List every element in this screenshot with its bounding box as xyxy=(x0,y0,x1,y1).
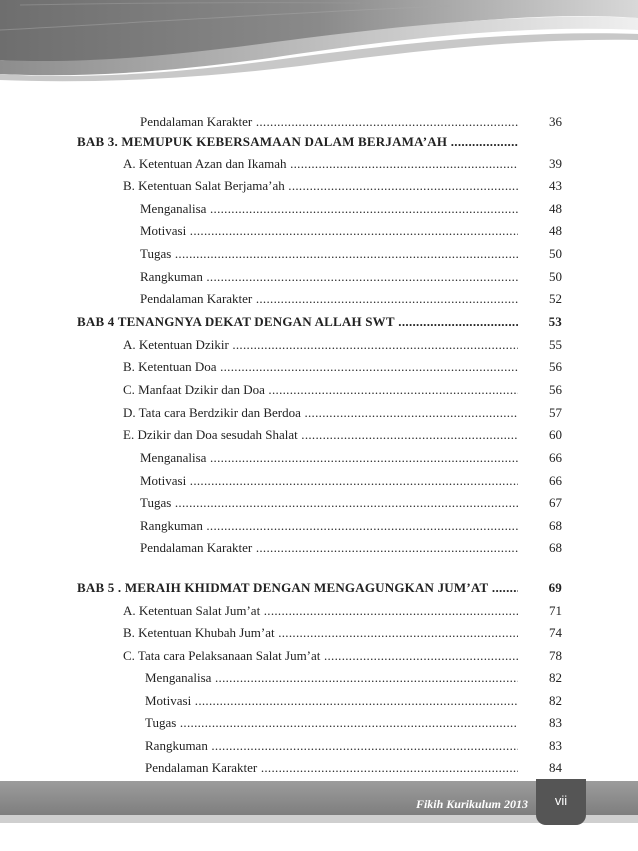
toc-entry-title: Menganalisa ..... xyxy=(140,200,518,218)
toc-entry-title: Rangkuman ..... xyxy=(140,517,518,535)
toc-entry-row xyxy=(0,177,638,195)
toc-chapter-row xyxy=(0,579,638,597)
toc-page-number: 60 xyxy=(549,427,562,442)
toc-page-number: 50 xyxy=(549,269,562,284)
book-title: Fikih Kurikulum 2013 xyxy=(415,797,528,811)
toc-entry-row xyxy=(0,737,638,755)
toc-page-number: 68 xyxy=(549,540,562,555)
toc-entry-title: Pendalaman Karakter ..... xyxy=(140,539,518,557)
toc-entry-row xyxy=(0,245,638,263)
toc-page-number: 68 xyxy=(549,518,562,533)
toc-page-number: 82 xyxy=(549,693,562,708)
toc-entry-row xyxy=(0,113,638,131)
toc-entry-row xyxy=(0,155,638,173)
toc-entry-row xyxy=(0,692,638,710)
toc-entry-title: Tugas ..... xyxy=(145,714,518,732)
toc-entry-row xyxy=(0,714,638,732)
toc-entry-title: Pendalaman Karakter ..... xyxy=(145,759,518,777)
toc-entry-title: Motivasi ..... xyxy=(140,222,518,240)
toc-entry-title: B. Ketentuan Doa ..... xyxy=(123,358,518,376)
toc-page-number: 50 xyxy=(549,246,562,261)
toc-entry-title: Rangkuman ..... xyxy=(145,737,518,755)
toc-entry-title: B. Ketentuan Khubah Jum’at ..... xyxy=(123,624,518,642)
page-number-badge xyxy=(536,779,586,825)
toc-entry-title: A. Ketentuan Azan dan Ikamah ..... xyxy=(123,155,518,173)
toc-page-number: 67 xyxy=(549,495,562,510)
toc-entry-title: B. Ketentuan Salat Berjama’ah ..... xyxy=(123,177,518,195)
toc-page-number: 43 xyxy=(549,178,562,193)
toc-entry-row xyxy=(0,759,638,777)
toc-entry-title: Motivasi ..... xyxy=(145,692,518,710)
toc-entry-title: D. Tata cara Berdzikir dan Berdoa ..... xyxy=(123,404,518,422)
toc-entry-title: A. Ketentuan Dzikir ..... xyxy=(123,336,518,354)
toc-page-number: 66 xyxy=(549,450,562,465)
toc-page-number: 84 xyxy=(549,760,562,775)
toc-page-number: 69 xyxy=(548,580,562,595)
toc-entry-title: Tugas ..... xyxy=(140,494,518,512)
toc-entry-row xyxy=(0,449,638,467)
toc-chapter-row xyxy=(0,133,638,151)
toc-entry-row xyxy=(0,222,638,240)
toc-entry-title: Tugas ..... xyxy=(140,245,518,263)
toc-entry-row xyxy=(0,669,638,687)
toc-page-number: 83 xyxy=(549,738,562,753)
toc-entry-title: C. Tata cara Pelaksanaan Salat Jum’at ..... xyxy=(123,647,518,665)
toc-page-number: 53 xyxy=(548,314,562,329)
toc-page-number: 57 xyxy=(549,405,562,420)
toc-entry-title: C. Manfaat Dzikir dan Doa ..... xyxy=(123,381,518,399)
toc-page-number: 55 xyxy=(549,337,562,352)
toc-page-number: 39 xyxy=(549,156,562,171)
toc-entry-title: Menganalisa ..... xyxy=(145,669,518,687)
toc-page-number: 78 xyxy=(549,648,562,663)
toc-entry-row xyxy=(0,404,638,422)
toc-entry-title: Menganalisa ..... xyxy=(140,449,518,467)
toc-entry-row xyxy=(0,268,638,286)
toc-page-number: 74 xyxy=(549,625,562,640)
toc-entry-title: E. Dzikir dan Doa sesudah Shalat ..... xyxy=(123,426,518,444)
toc-entry-row xyxy=(0,472,638,490)
toc-page-number: 48 xyxy=(549,201,562,216)
toc-page-number: 52 xyxy=(549,291,562,306)
toc-entry-row xyxy=(0,381,638,399)
toc-entry-row xyxy=(0,494,638,512)
toc-entry-row xyxy=(0,426,638,444)
toc-page-number: 66 xyxy=(549,473,562,488)
toc-entry-row xyxy=(0,624,638,642)
toc-entry-title: Pendalaman Karakter ..... xyxy=(140,113,518,131)
toc-entry-row xyxy=(0,602,638,620)
toc-entry-row xyxy=(0,358,638,376)
toc-entry-title: Pendalaman Karakter ..... xyxy=(140,290,518,308)
toc-chapter-row xyxy=(0,313,638,331)
toc-page-number: 56 xyxy=(549,359,562,374)
toc-page-number: 83 xyxy=(549,715,562,730)
toc-page-number: 71 xyxy=(549,603,562,618)
toc-entry-row xyxy=(0,539,638,557)
toc-entry-row xyxy=(0,200,638,218)
toc-entry-title: BAB 4 TENANGNYA DEKAT DENGAN ALLAH SWT ..... xyxy=(77,313,518,331)
toc-entry-title: Motivasi ..... xyxy=(140,472,518,490)
toc-entry-row xyxy=(0,647,638,665)
toc-entry-title: Rangkuman ..... xyxy=(140,268,518,286)
toc-page-number: 36 xyxy=(549,114,562,129)
toc-entry-title: A. Ketentuan Salat Jum’at ..... xyxy=(123,602,518,620)
toc-page-number: 48 xyxy=(549,223,562,238)
toc-entry-title: BAB 3. MEMUPUK KEBERSAMAAN DALAM BERJAMA’AH ..... xyxy=(77,133,518,151)
toc-page-number: 82 xyxy=(549,670,562,685)
toc-entry-row xyxy=(0,290,638,308)
toc-entry-row xyxy=(0,336,638,354)
toc-entry-row xyxy=(0,517,638,535)
toc-page-number: 56 xyxy=(549,382,562,397)
toc-entry-title: BAB 5 . MERAIH KHIDMAT DENGAN MENGAGUNGKAN JUM’AT ..... xyxy=(77,579,518,597)
page-number: vii xyxy=(554,793,568,808)
